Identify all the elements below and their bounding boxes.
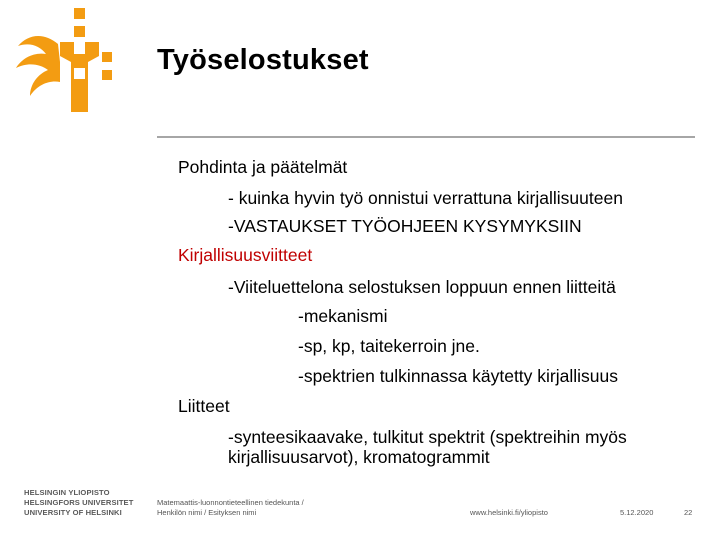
sub-sub-bullet-mekanismi: -mekanismi [298, 306, 388, 326]
footer-faculty-line2: Henkilön nimi / Esityksen nimi [157, 508, 257, 517]
footer-page-number: 22 [684, 508, 693, 517]
sub-bullet-kirjallisuusarvot: kirjallisuusarvot), kromatogrammit [228, 447, 490, 467]
bullet-liitteet: Liitteet [178, 396, 230, 416]
footer-faculty-line1: Matemaattis-luonnontieteellinen tiedekunta / [157, 498, 304, 507]
title-divider [157, 136, 695, 138]
slide-title: Työselostukset [157, 44, 369, 76]
university-flame-logo [8, 4, 138, 124]
sub-bullet-vastaukset: -VASTAUKSET TYÖOHJEEN KYSYMYKSIIN [228, 216, 582, 236]
sub-sub-bullet-sp-kp: -sp, kp, taitekerroin jne. [298, 336, 480, 356]
sub-bullet-viiteluettelona: -Viiteluettelona selostuksen loppuun ennen liitteitä [228, 277, 616, 297]
university-name-logo [24, 488, 133, 518]
logo-line-sv: HELSINGFORS UNIVERSITET [24, 498, 134, 507]
footer-url: www.helsinki.fi/yliopisto [470, 508, 548, 517]
footer-faculty [157, 498, 304, 518]
sub-bullet-synteesikaavake: -synteesikaavake, tulkitut spektrit (spektreihin myös [228, 427, 627, 447]
sub-bullet-onnistui: - kuinka hyvin työ onnistui verrattuna kirjallisuuteen [228, 188, 623, 208]
bullet-kirjallisuusviitteet: Kirjallisuusviitteet [178, 245, 313, 265]
sub-sub-bullet-spektrien: -spektrien tulkinnassa käytetty kirjallisuus [298, 366, 618, 386]
logo-line-fi: HELSINGIN YLIOPISTO [24, 488, 110, 497]
bullet-pohdinta: Pohdinta ja päätelmät [178, 157, 348, 177]
logo-line-en: UNIVERSITY OF HELSINKI [24, 508, 122, 517]
footer-date: 5.12.2020 [620, 508, 654, 517]
